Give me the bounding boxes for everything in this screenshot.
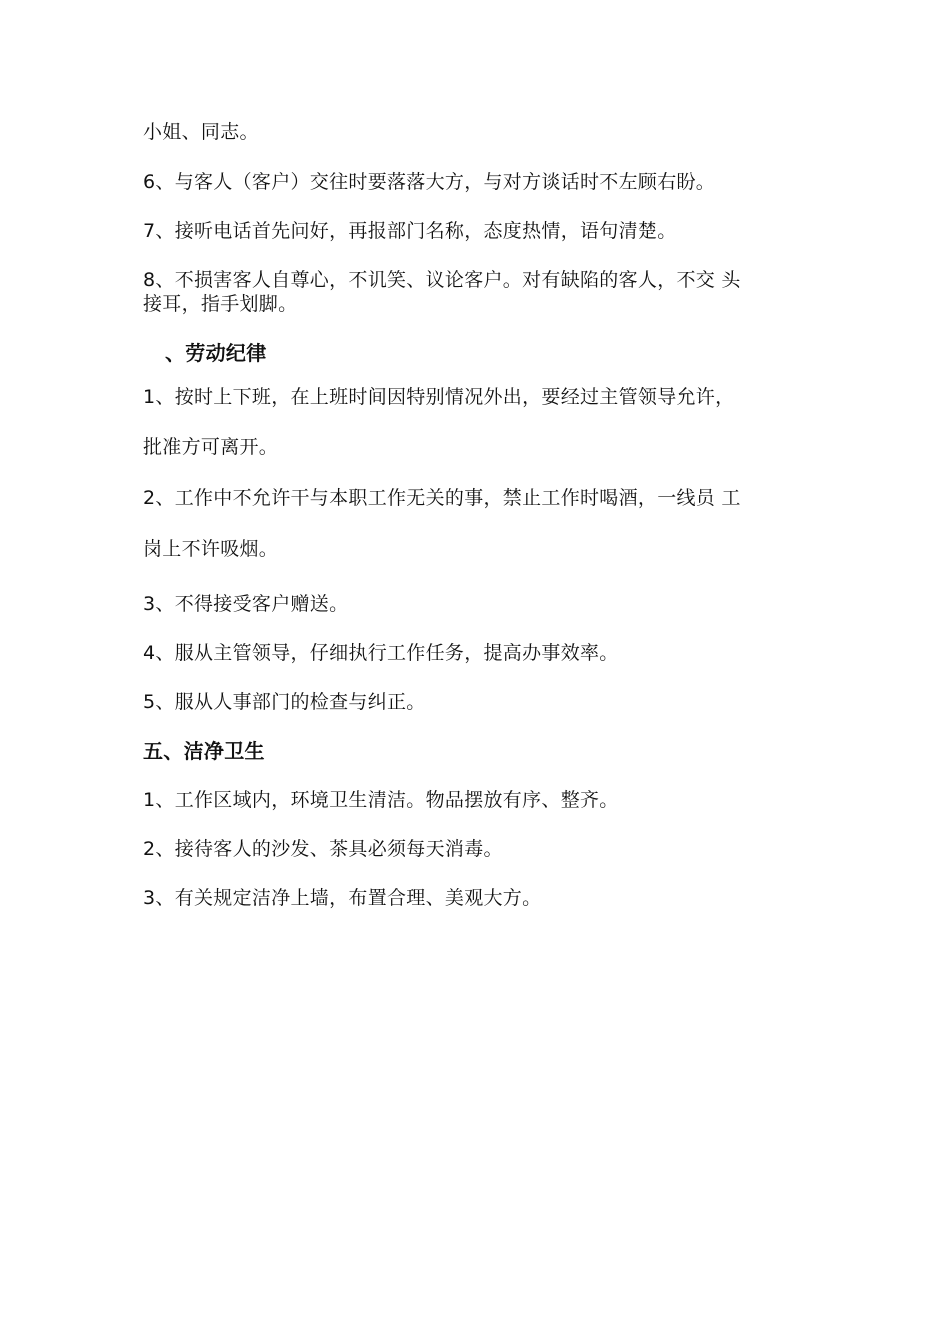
text-line: 3、有关规定洁净上墙，布置合理、美观大方。 [143,887,542,909]
text-line: 1、工作区域内，环境卫生清洁。物品摆放有序、整齐。 [143,789,619,811]
text-line: 2、接待客人的沙发、茶具必须每天消毒。 [143,838,503,860]
text-line: 3、不得接受客户赠送。 [143,593,349,615]
section-heading: 五、洁净卫生 [143,739,265,763]
text-line: 7、接听电话首先问好，再报部门名称，态度热情，语句清楚。 [143,220,677,242]
text-line: 5、服从人事部门的检查与纠正。 [143,691,426,713]
text-line: 1、按时上下班，在上班时间因特别情况外出，要经过主管领导允许， [143,386,735,408]
text-line: 2、工作中不允许干与本职工作无关的事，禁止工作时喝酒，一线员 工 [143,487,741,509]
text-line: 批准方可离开。 [143,436,279,458]
text-line: 8、不损害客人自尊心，不讥笑、议论客户。对有缺陷的客人，不交 头 [143,269,741,291]
text-line: 4、服从主管领导，仔细执行工作任务，提高办事效率。 [143,642,619,664]
text-line: 6、与客人（客户）交往时要落落大方，与对方谈话时不左顾右盼。 [143,171,716,193]
text-line: 岗上不许吸烟。 [143,538,279,560]
text-line: 接耳，指手划脚。 [143,293,298,315]
section-heading: 、劳动纪律 [165,341,267,365]
text-line: 小姐、同志。 [143,121,259,143]
